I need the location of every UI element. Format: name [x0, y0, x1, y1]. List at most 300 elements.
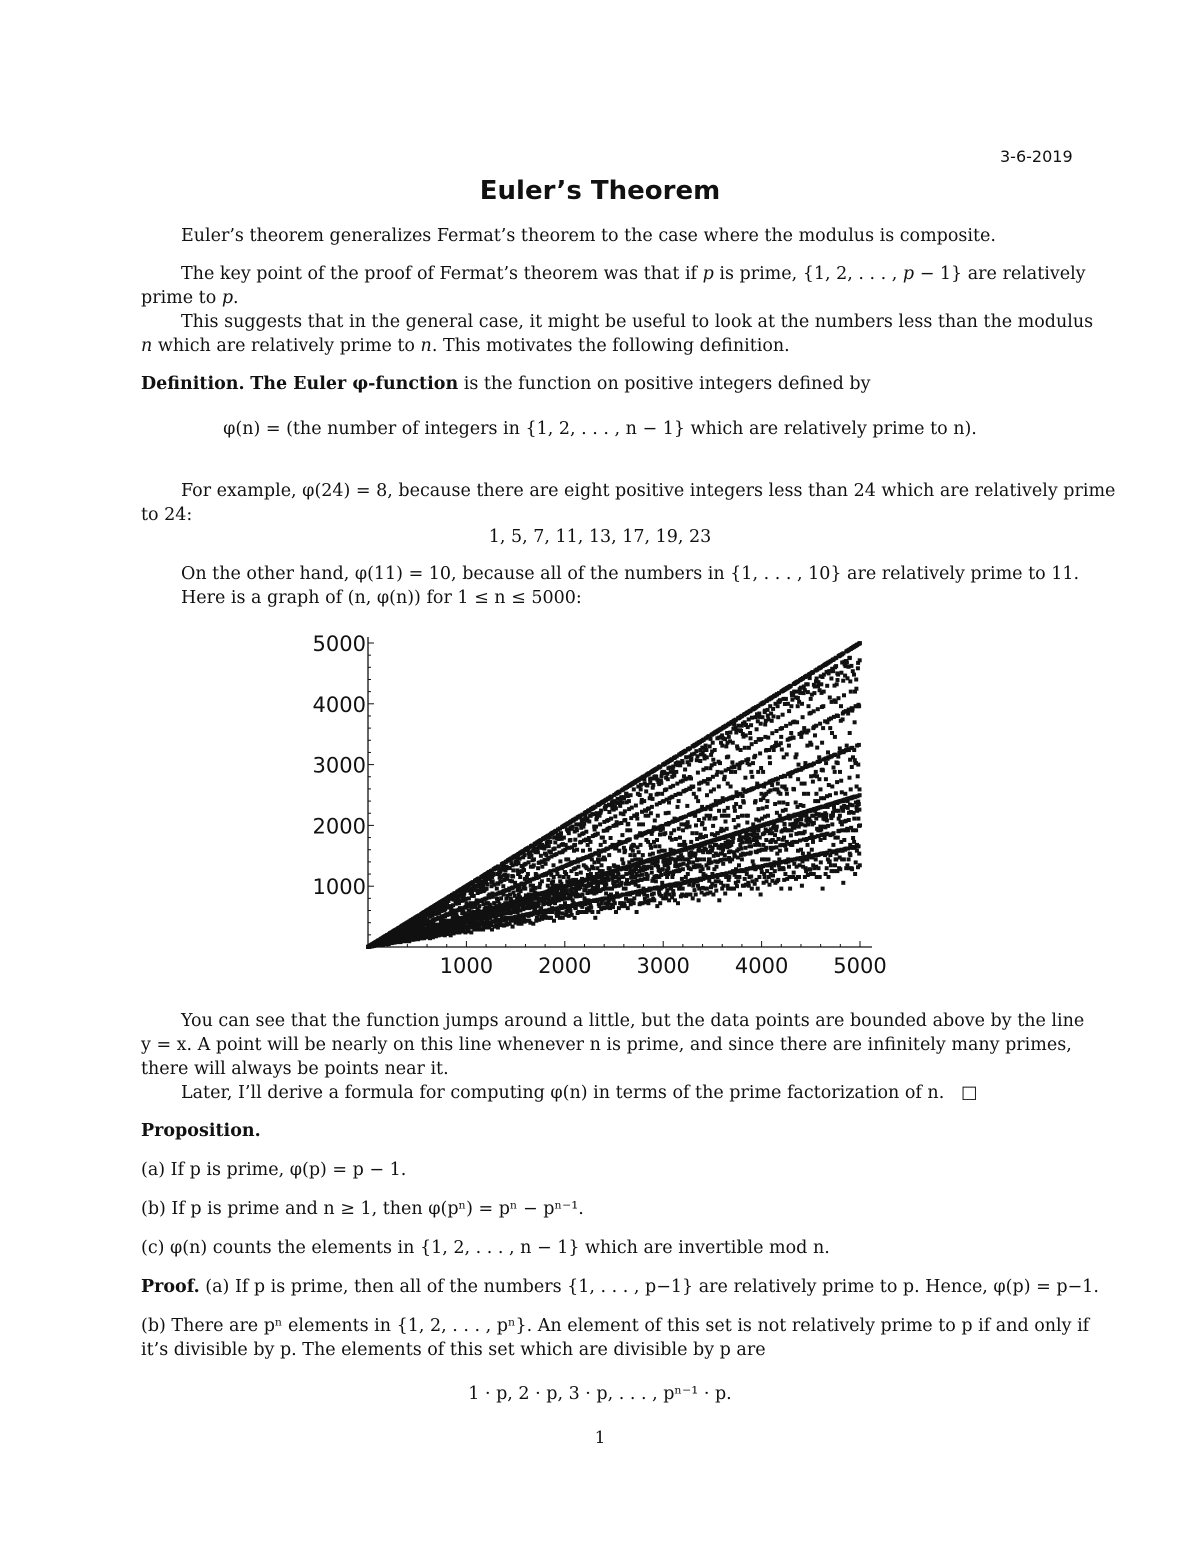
data-point: [539, 854, 543, 858]
data-point: [803, 782, 807, 786]
data-point: [676, 805, 680, 809]
data-point: [713, 748, 717, 752]
data-point: [801, 852, 805, 856]
data-point: [731, 741, 735, 745]
data-point: [697, 818, 701, 822]
data-point: [828, 696, 832, 700]
data-point: [833, 770, 837, 774]
data-point: [607, 810, 611, 814]
data-point: [682, 862, 686, 866]
data-point: [697, 887, 701, 891]
data-point: [637, 822, 641, 826]
data-point: [523, 853, 527, 857]
data-point: [787, 709, 791, 713]
data-point: [843, 792, 847, 796]
data-point: [559, 831, 563, 835]
data-point: [745, 821, 749, 825]
data-point: [506, 874, 510, 878]
data-point: [575, 828, 579, 832]
data-point: [635, 910, 639, 914]
data-point: [631, 849, 635, 853]
data-point: [834, 664, 838, 668]
data-point: [796, 777, 800, 781]
data-point: [620, 833, 624, 837]
data-point: [852, 748, 856, 752]
data-point: [723, 737, 727, 741]
data-point: [836, 755, 840, 759]
data-point: [628, 828, 632, 832]
data-point: [850, 803, 854, 807]
data-point: [695, 758, 699, 762]
data-point: [678, 836, 682, 840]
data-point: [637, 850, 641, 854]
data-point: [674, 770, 678, 774]
data-point: [601, 836, 605, 840]
data-point: [747, 746, 751, 750]
data-point: [764, 846, 768, 850]
data-point: [727, 875, 731, 879]
data-point: [825, 866, 829, 870]
data-point: [853, 720, 857, 724]
data-point: [738, 805, 742, 809]
data-point: [814, 857, 818, 861]
data-point: [803, 830, 807, 834]
data-point: [781, 713, 785, 717]
data-point: [824, 761, 828, 765]
data-point: [842, 838, 846, 842]
data-point: [620, 857, 624, 861]
data-point: [830, 731, 834, 735]
data-point: [740, 857, 744, 861]
data-point: [623, 809, 627, 813]
data-point: [827, 783, 831, 787]
data-point: [548, 840, 552, 844]
data-point: [766, 736, 770, 740]
data-point: [713, 884, 717, 888]
data-point: [626, 822, 630, 826]
data-point: [762, 831, 766, 835]
data-point: [751, 859, 755, 863]
data-point: [786, 702, 790, 706]
data-point: [723, 892, 727, 896]
data-point: [656, 792, 660, 796]
data-point: [784, 808, 788, 812]
data-point: [750, 887, 754, 891]
data-point: [696, 799, 700, 803]
data-point: [788, 887, 792, 891]
data-point: [831, 843, 835, 847]
data-point: [623, 849, 627, 853]
data-point: [821, 768, 825, 772]
data-point: [508, 893, 512, 897]
data-point: [621, 801, 625, 805]
data-point: [773, 802, 777, 806]
data-point: [711, 824, 715, 828]
data-point: [639, 843, 643, 847]
data-point: [599, 843, 603, 847]
data-point: [842, 693, 846, 697]
data-point: [806, 682, 810, 686]
data-point: [751, 761, 755, 765]
data-point: [821, 704, 825, 708]
data-point: [770, 783, 774, 787]
data-point: [780, 748, 784, 752]
data-point: [819, 838, 823, 842]
data-point: [798, 863, 802, 867]
data-point: [813, 733, 817, 737]
data-point: [677, 827, 681, 831]
data-point: [814, 724, 818, 728]
data-point: [628, 837, 632, 841]
data-point: [694, 795, 698, 799]
data-point: [604, 882, 608, 886]
data-point: [593, 916, 597, 920]
data-point: [759, 893, 763, 897]
data-point: [588, 848, 592, 852]
data-point: [627, 898, 631, 902]
data-point: [792, 787, 796, 791]
data-point: [668, 860, 672, 864]
data-point: [639, 783, 643, 787]
data-point: [711, 758, 715, 762]
data-point: [581, 849, 585, 853]
data-point: [789, 704, 793, 708]
data-point: [581, 893, 585, 897]
data-point: [726, 806, 730, 810]
data-point: [715, 865, 719, 869]
data-point: [838, 770, 842, 774]
data-point: [763, 875, 767, 879]
data-point: [770, 731, 774, 735]
data-point: [654, 879, 658, 883]
data-point: [614, 806, 618, 810]
data-point: [758, 784, 762, 788]
data-point: [778, 814, 782, 818]
data-point: [737, 766, 741, 770]
data-point: [764, 782, 768, 786]
data-point: [642, 777, 646, 781]
data-point: [552, 919, 556, 923]
data-point: [617, 849, 621, 853]
data-point: [779, 741, 783, 745]
data-point: [485, 887, 489, 891]
data-point: [685, 804, 689, 808]
data-point: [721, 884, 725, 888]
data-point: [661, 827, 665, 831]
data-point: [726, 814, 730, 818]
data-point: [706, 782, 710, 786]
data-point: [792, 871, 796, 875]
data-point: [783, 844, 787, 848]
data-point: [613, 864, 617, 868]
data-point: [842, 857, 846, 861]
data-point: [766, 814, 770, 818]
data-point: [821, 726, 825, 730]
data-point: [667, 801, 671, 805]
data-point: [652, 892, 656, 896]
data-point: [557, 910, 561, 914]
definition-label: Definition.: [141, 374, 245, 394]
data-point: [796, 704, 800, 708]
data-point: [665, 888, 669, 892]
data-point: [718, 761, 722, 765]
data-point: [701, 821, 705, 825]
data-point: [724, 871, 728, 875]
data-point: [779, 735, 783, 739]
data-point: [763, 857, 767, 861]
data-point: [620, 881, 624, 885]
data-point: [840, 790, 844, 794]
data-point: [587, 836, 591, 840]
data-point: [821, 887, 825, 891]
data-point: [591, 866, 595, 870]
data-point: [812, 691, 816, 695]
data-point: [600, 863, 604, 867]
data-point: [558, 859, 562, 863]
data-point: [737, 823, 741, 827]
definition-term: The Euler φ-function: [250, 374, 459, 394]
data-point: [819, 787, 823, 791]
data-point: [511, 868, 515, 872]
data-point: [761, 770, 765, 774]
data-point: [540, 879, 544, 883]
data-point: [552, 875, 556, 879]
data-point: [731, 840, 735, 844]
data-point: [772, 714, 776, 718]
definition: Definition. The Euler φ-function is the function on positive integers defined by: [141, 374, 871, 394]
data-point: [778, 849, 782, 853]
data-point: [736, 879, 740, 883]
data-point: [743, 776, 747, 780]
data-point: [786, 828, 790, 832]
data-point: [835, 780, 839, 784]
data-point: [659, 781, 663, 785]
data-point: [848, 656, 852, 660]
data-point: [781, 801, 785, 805]
data-point: [767, 857, 771, 861]
data-point: [768, 788, 772, 792]
data-point: [666, 866, 670, 870]
data-point: [671, 784, 675, 788]
data-point: [850, 765, 854, 769]
data-point: [787, 744, 791, 748]
data-point: [799, 735, 803, 739]
data-point: [689, 840, 693, 844]
data-point: [775, 729, 779, 733]
data-point: [749, 851, 753, 855]
data-point: [522, 868, 526, 872]
data-point: [800, 884, 804, 888]
data-point: [845, 661, 849, 665]
example-line-3: On the other hand, φ(11) = 10, because all of the numbers in {1, . . . , 10} are relatively prime to 11.: [181, 564, 1080, 584]
data-point: [819, 860, 823, 864]
data-point: [804, 869, 808, 873]
data-point: [575, 848, 579, 852]
data-point: [709, 860, 713, 864]
data-point: [650, 805, 654, 809]
data-point: [754, 799, 758, 803]
data-point: [770, 719, 774, 723]
page-date: 3-6-2019: [1000, 147, 1073, 166]
data-point: [761, 715, 765, 719]
data-point: [656, 859, 660, 863]
data-point: [846, 712, 850, 716]
data-point: [733, 809, 737, 813]
data-point: [695, 831, 699, 835]
data-point: [609, 817, 613, 821]
data-point: [650, 866, 654, 870]
data-point: [560, 911, 564, 915]
data-point: [756, 887, 760, 891]
data-point: [642, 799, 646, 803]
data-point: [650, 871, 654, 875]
data-point: [607, 878, 611, 882]
data-point: [765, 805, 769, 809]
data-point: [826, 750, 830, 754]
data-point: [649, 846, 653, 850]
data-point: [848, 776, 852, 780]
data-point: [716, 770, 720, 774]
data-point: [768, 883, 772, 887]
data-point: [712, 787, 716, 791]
data-point: [562, 836, 566, 840]
data-point: [797, 875, 801, 879]
data-point: [685, 755, 689, 759]
data-point: [723, 853, 727, 857]
data-point: [810, 848, 814, 852]
data-point: [704, 748, 708, 752]
data-point: [552, 863, 556, 867]
data-point: [800, 822, 804, 826]
data-point: [741, 794, 745, 798]
data-point: [749, 875, 753, 879]
data-point: [785, 752, 789, 756]
data-point: [784, 724, 788, 728]
data-point: [836, 761, 840, 765]
data-point: [717, 809, 721, 813]
data-point: [694, 893, 698, 897]
data-point: [596, 884, 600, 888]
data-point: [704, 744, 708, 748]
data-point: [852, 811, 856, 815]
scatter-points: [366, 641, 862, 949]
data-point: [836, 678, 840, 682]
data-point: [825, 819, 829, 823]
data-point: [839, 704, 843, 708]
intro-paragraph-2-cont: prime to p.: [141, 288, 239, 308]
data-point: [499, 896, 503, 900]
data-point: [828, 726, 832, 730]
data-point: [749, 723, 753, 727]
data-point: [691, 896, 695, 900]
data-point: [628, 853, 632, 857]
data-point: [849, 664, 853, 668]
data-point: [772, 748, 776, 752]
data-point: [735, 884, 739, 888]
data-point: [753, 754, 757, 758]
data-point: [713, 762, 717, 766]
data-point: [664, 787, 668, 791]
data-point: [839, 779, 843, 783]
data-point: [730, 760, 734, 764]
data-point: [845, 744, 849, 748]
data-point: [676, 901, 680, 905]
data-point: [621, 861, 625, 865]
data-point: [624, 887, 628, 891]
data-point: [854, 678, 858, 682]
data-point: [817, 755, 821, 759]
data-point: [729, 770, 733, 774]
data-point: [747, 763, 751, 767]
data-point: [782, 867, 786, 871]
data-point: [777, 801, 781, 805]
data-point: [771, 707, 775, 711]
data-point: [776, 782, 780, 786]
data-point: [688, 893, 692, 897]
data-point: [704, 834, 708, 838]
data-point: [783, 822, 787, 826]
data-point: [828, 859, 832, 863]
data-point: [765, 869, 769, 873]
data-point: [635, 817, 639, 821]
data-point: [708, 814, 712, 818]
data-point: [778, 792, 782, 796]
data-point: [812, 761, 816, 765]
data-point: [531, 901, 535, 905]
data-point: [818, 814, 822, 818]
data-point: [533, 886, 537, 890]
data-point: [570, 825, 574, 829]
data-point: [787, 865, 791, 869]
data-point: [660, 792, 664, 796]
data-point: [795, 720, 799, 724]
data-point: [613, 901, 617, 905]
data-point: [771, 874, 775, 878]
data-point: [790, 698, 794, 702]
data-point: [677, 799, 681, 803]
data-point: [739, 847, 743, 851]
data-point: [705, 887, 709, 891]
data-point: [567, 831, 571, 835]
data-point: [622, 796, 626, 800]
intro-paragraph-3-cont: n which are relatively prime to n. This motivates the following definition.: [141, 336, 790, 356]
data-point: [812, 709, 816, 713]
data-point: [847, 818, 851, 822]
data-point: [717, 898, 721, 902]
data-point: [746, 814, 750, 818]
data-point: [491, 873, 495, 877]
data-point: [698, 759, 702, 763]
data-point: [639, 787, 643, 791]
data-point: [811, 780, 815, 784]
data-point: [708, 744, 712, 748]
example-line-1: For example, φ(24) = 8, because there are eight positive integers less than 24 which are relatively prime: [181, 481, 1116, 501]
data-point: [544, 862, 548, 866]
data-point: [750, 775, 754, 779]
data-point: [786, 802, 790, 806]
data-point: [599, 809, 603, 813]
data-point: [607, 853, 611, 857]
data-point: [632, 787, 636, 791]
data-point: [667, 811, 671, 815]
data-point: [681, 760, 685, 764]
data-point: [817, 777, 821, 781]
data-point: [657, 844, 661, 848]
data-point: [722, 809, 726, 813]
data-point: [856, 666, 860, 670]
data-point: [814, 792, 818, 796]
data-point: [625, 878, 629, 882]
